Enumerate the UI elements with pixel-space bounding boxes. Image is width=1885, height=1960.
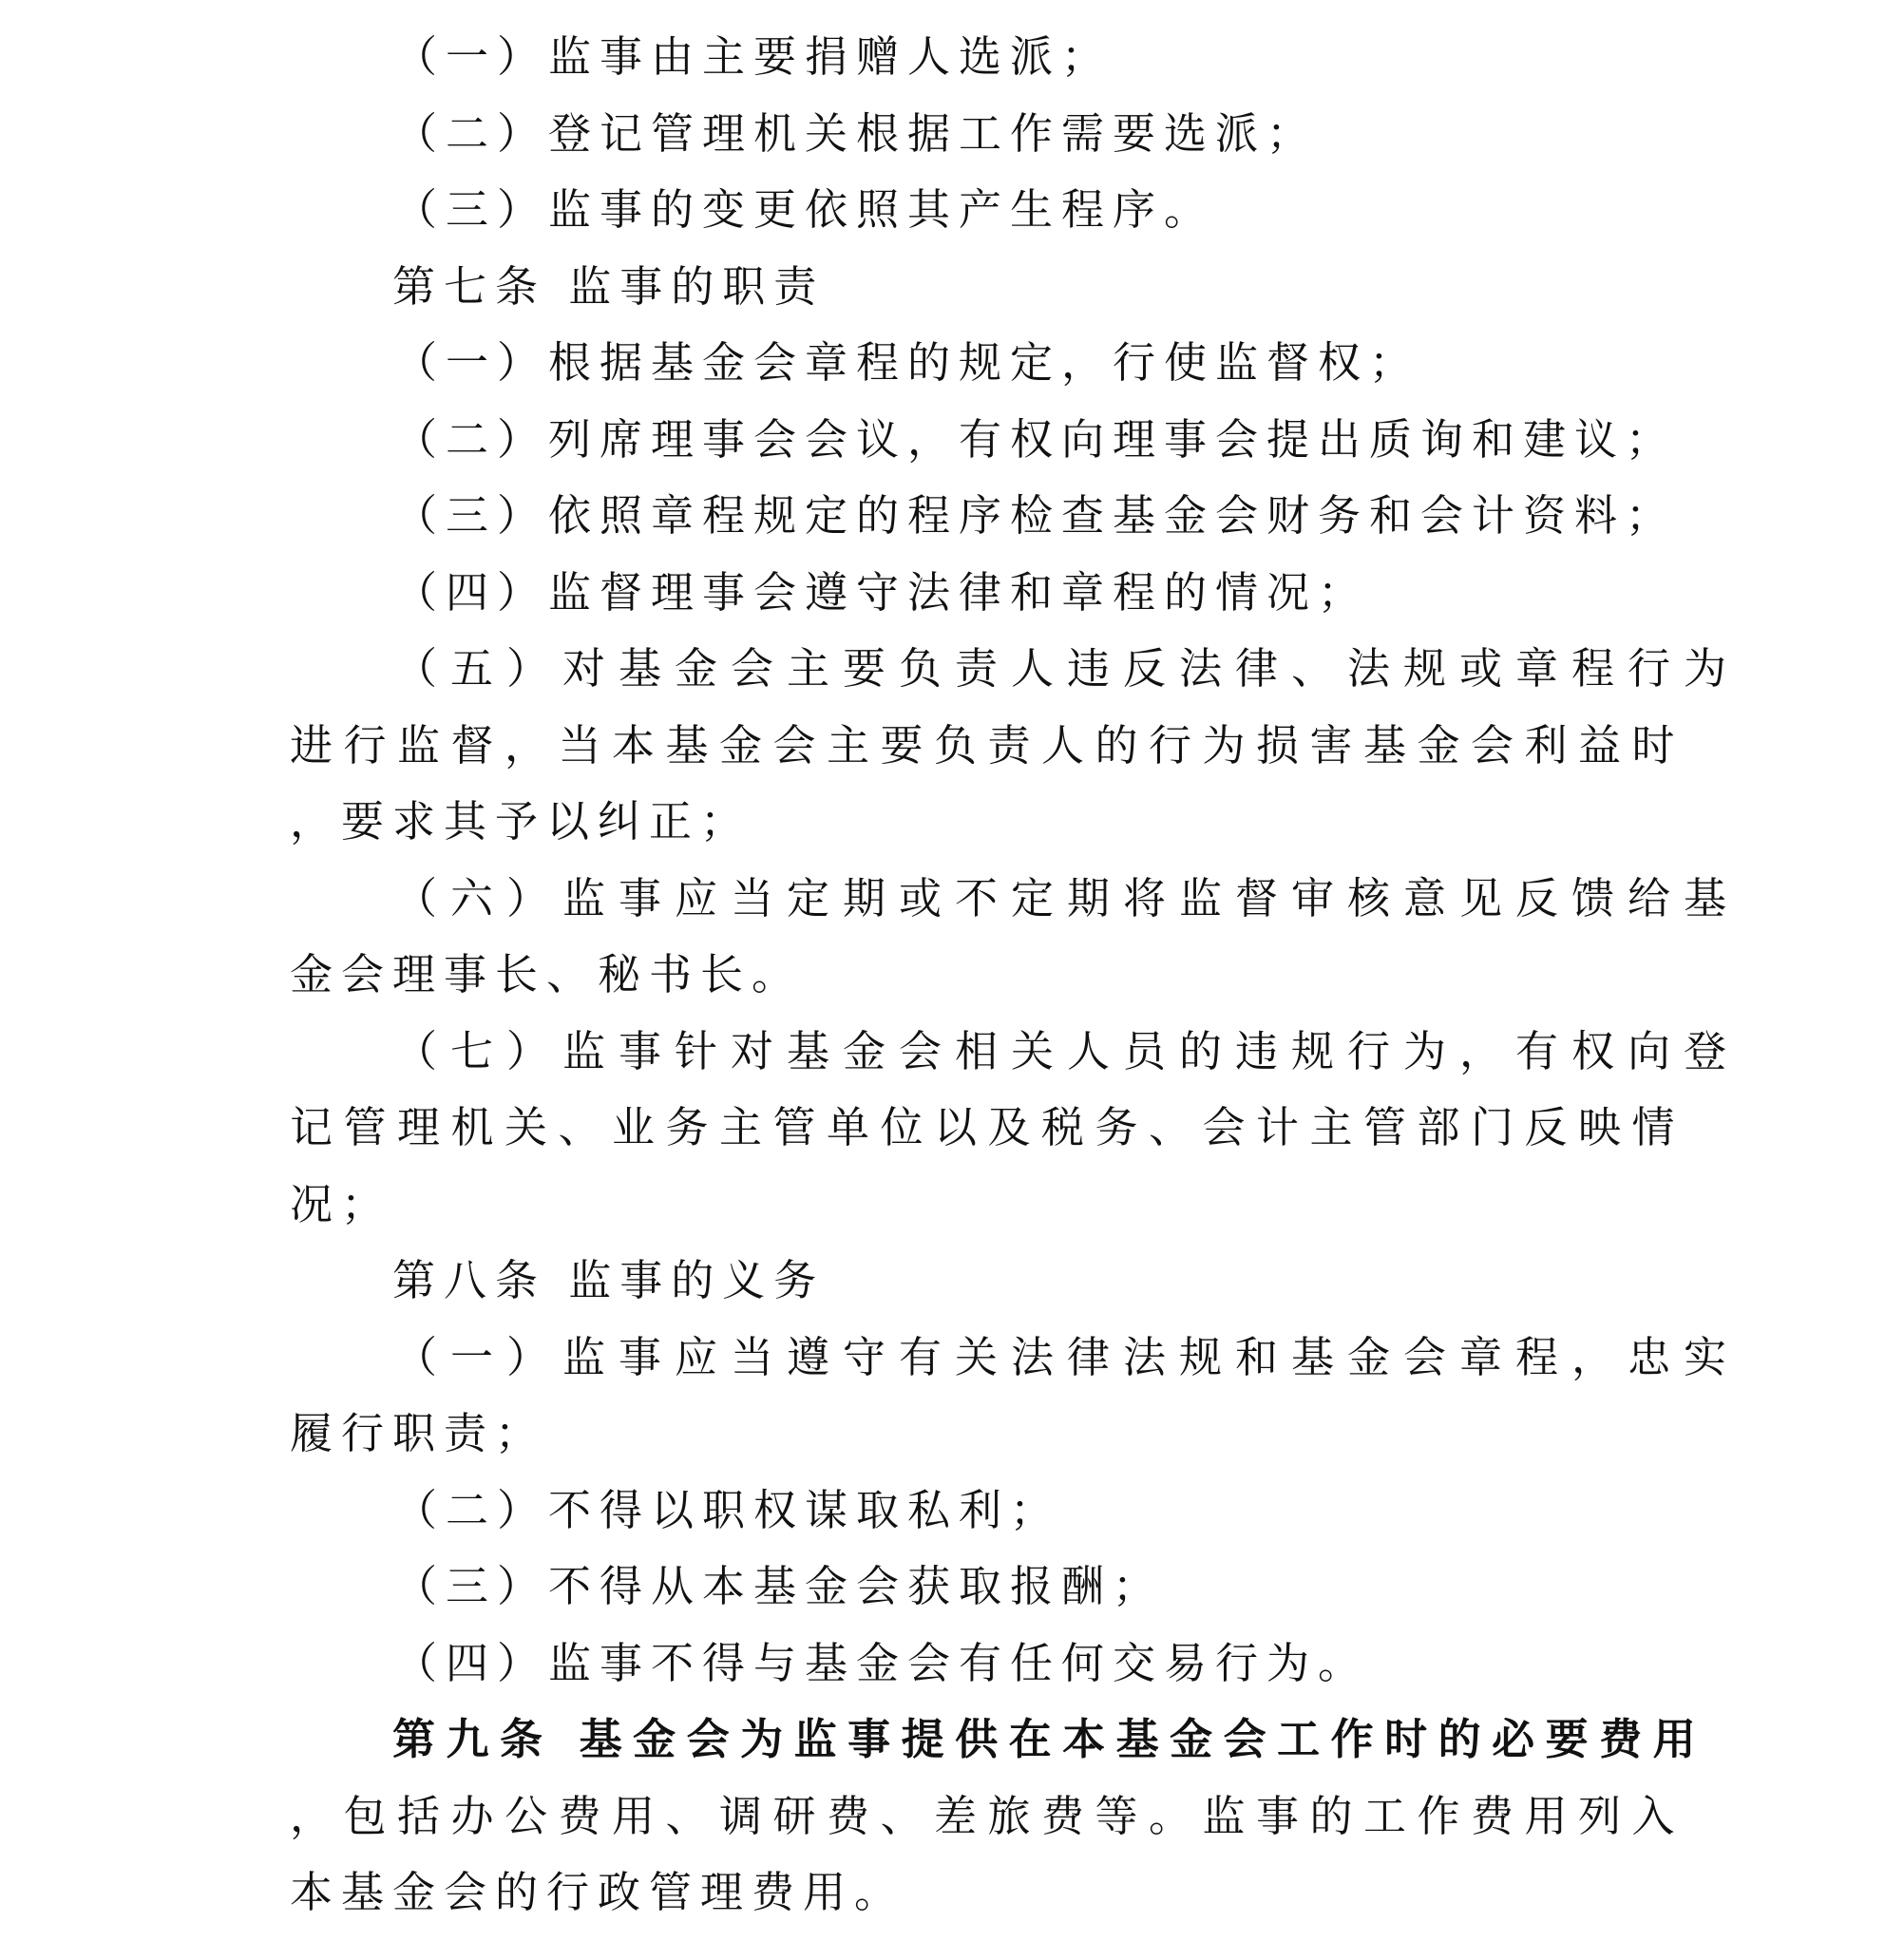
paragraph-line: 金会理事长、秘书长。 — [290, 949, 804, 999]
article-heading: 第八条 监事的义务 — [392, 1255, 826, 1305]
paragraph-line: （一）监事应当遵守有关法律法规和基金会章程，忠实 — [394, 1331, 1741, 1382]
paragraph-line: （一）监事由主要捐赠人选派； — [394, 31, 1114, 82]
paragraph-line: 况； — [290, 1178, 393, 1229]
paragraph-line: ，要求其予以纠正； — [290, 796, 752, 847]
article-heading: 第七条 监事的职责 — [392, 260, 826, 312]
paragraph-line: （五）对基金会主要负责人违反法律、法规或章程行为 — [394, 643, 1741, 694]
paragraph-line: 本基金会的行政管理费用。 — [290, 1867, 906, 1917]
article-heading: 第九条 基金会为监事提供在本基金会工作时的必要费用 — [392, 1714, 1707, 1764]
paragraph-line: （三）不得从本基金会获取报酬； — [394, 1561, 1165, 1611]
paragraph-line: （四）监督理事会遵守法律和章程的情况； — [394, 566, 1370, 618]
paragraph-line: （七）监事针对基金会相关人员的违规行为，有权向登 — [394, 1025, 1741, 1076]
paragraph-line: （三）监事的变更依照其产生程序。 — [394, 184, 1216, 235]
paragraph-line: 进行监督，当本基金会主要负责人的行为损害基金会利益时 — [290, 719, 1686, 771]
paragraph-line: （二）列席理事会会议，有权向理事会提出质询和建议； — [394, 413, 1678, 465]
paragraph-line: （六）监事应当定期或不定期将监督审核意见反馈给基 — [394, 872, 1741, 923]
paragraph-line: 履行职责； — [290, 1408, 547, 1458]
paragraph-line: （四）监事不得与基金会有任何交易行为。 — [394, 1637, 1370, 1688]
paragraph-line: （三）依照章程规定的程序检查基金会财务和会计资料； — [394, 490, 1678, 541]
paragraph-line: （二）不得以职权谋取私利； — [394, 1484, 1062, 1535]
paragraph-line: （二）登记管理机关根据工作需要选派； — [394, 107, 1319, 159]
paragraph-line: ，包括办公费用、调研费、差旅费等。监事的工作费用列入 — [290, 1790, 1686, 1841]
document-page — [290, 19, 1741, 1931]
paragraph-line: （一）根据基金会章程的规定，行使监督权； — [394, 337, 1421, 388]
paragraph-line: 记管理机关、业务主管单位以及税务、会计主管部门反映情 — [290, 1102, 1686, 1152]
